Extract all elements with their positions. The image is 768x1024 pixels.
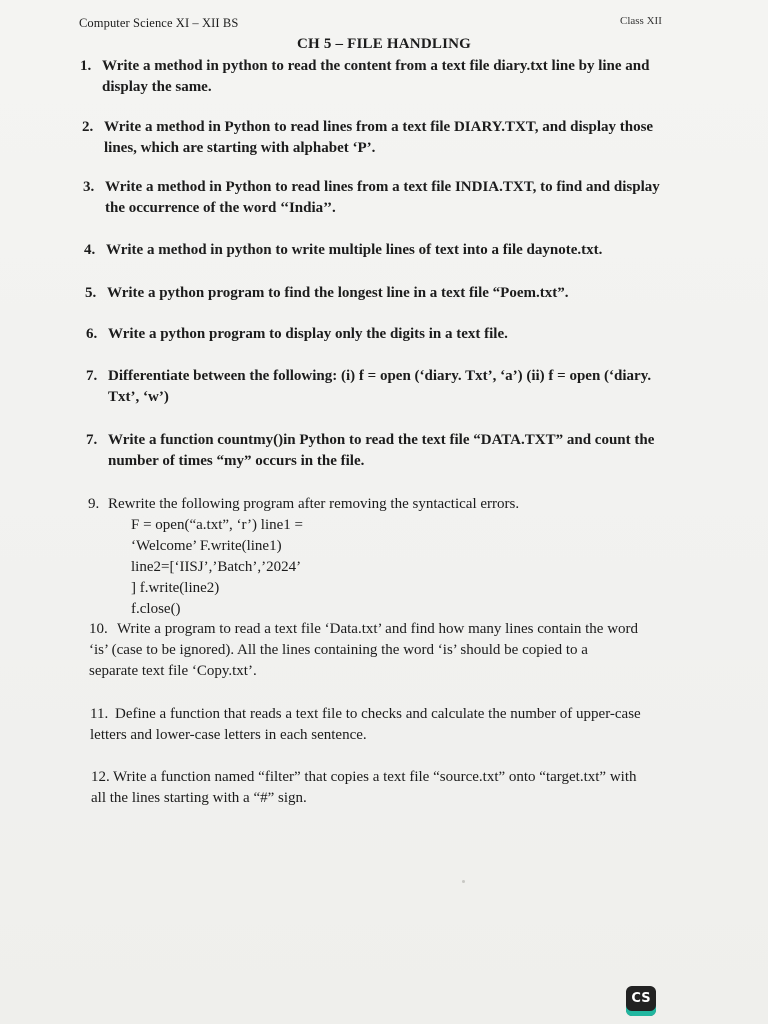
question-text-line: number of times “my” occurs in the file. <box>108 453 365 469</box>
question-3 <box>83 177 660 219</box>
question-text-line: Write a program to read a text file ‘Data.txt’ and find how many lines contain the word <box>117 621 639 637</box>
question-number: 7. <box>86 432 98 448</box>
question-text-line: Write a method in Python to read lines from a text file DIARY.TXT, and display those <box>104 119 654 135</box>
question-text-line: separate text file ‘Copy.txt’. <box>89 663 257 679</box>
question-2 <box>82 117 653 159</box>
speck <box>462 880 465 883</box>
question-text-line: lines, which are starting with alphabet ‘P’. <box>104 140 376 156</box>
question-number: 4. <box>84 242 96 258</box>
question-number: 3. <box>83 179 95 195</box>
question-text-line: Write a function named “filter” that copies a text file “source.txt” onto “target.txt” with <box>113 769 637 785</box>
question-number: 11. <box>90 706 109 722</box>
question-8 <box>86 430 654 472</box>
page-title: CH 5 – FILE HANDLING <box>296 36 472 52</box>
header-class: Class XII <box>620 15 662 27</box>
question-number: 5. <box>85 285 97 301</box>
code-line: ] f.write(line2) <box>131 580 220 596</box>
question-text-line: Write a function countmy()in Python to read the text file “DATA.TXT” and count the <box>108 432 655 448</box>
question-number: 12. <box>91 769 110 785</box>
question-1 <box>80 56 649 98</box>
code-line: ‘Welcome’ F.write(line1) <box>131 538 282 554</box>
question-7 <box>86 366 651 408</box>
question-12 <box>91 767 637 809</box>
question-text-line: Write a python program to find the longest line in a text file “Poem.txt”. <box>107 285 569 301</box>
question-number: 9. <box>88 496 100 512</box>
question-text-line: Define a function that reads a text file to checks and calculate the number of upper-case <box>115 706 641 722</box>
question-5 <box>85 283 568 304</box>
code-line: f.close() <box>131 601 181 617</box>
camscanner-logo-icon: CS <box>626 986 656 1016</box>
question-text-line: ‘is’ (case to be ignored). All the lines containing the word ‘is’ should be copied to a <box>89 642 588 658</box>
question-6 <box>86 324 508 345</box>
question-text-line: the occurrence of the word ‘‘India’’. <box>105 200 336 216</box>
question-text-line: Write a method in python to read the content from a text file diary.txt line by line and <box>102 58 650 74</box>
question-4 <box>84 240 602 261</box>
header-subject: Computer Science XI – XII BS <box>79 16 239 30</box>
question-text-line: Write a python program to display only the digits in a text file. <box>108 326 508 342</box>
question-text-line: display the same. <box>102 79 212 95</box>
question-text-line: Differentiate between the following: (i) f = open (‘diary. Txt’, ‘a’) (ii) f = open (‘diary. <box>108 368 652 384</box>
question-text-line: all the lines starting with a “#” sign. <box>91 790 307 806</box>
question-number: 7. <box>86 368 98 384</box>
question-11 <box>90 704 641 746</box>
question-number: 1. <box>80 58 92 74</box>
question-text-line: letters and lower-case letters in each sentence. <box>90 727 367 743</box>
code-line: F = open(“a.txt”, ‘r’) line1 = <box>131 517 304 533</box>
question-text-line: Write a method in Python to read lines from a text file INDIA.TXT, to find and display <box>105 179 660 195</box>
question-10 <box>89 619 638 682</box>
question-text-line: Txt’, ‘w’) <box>108 389 169 405</box>
question-text-line: Write a method in python to write multiple lines of text into a file daynote.txt. <box>106 242 603 258</box>
question-number: 6. <box>86 326 98 342</box>
code-line: line2=[‘IISJ’,’Batch’,’2024’ <box>131 559 302 575</box>
question-number: 10. <box>89 621 108 637</box>
question-9 <box>88 494 519 515</box>
question-number: 2. <box>82 119 94 135</box>
question-text-line: Rewrite the following program after removing the syntactical errors. <box>108 496 520 512</box>
